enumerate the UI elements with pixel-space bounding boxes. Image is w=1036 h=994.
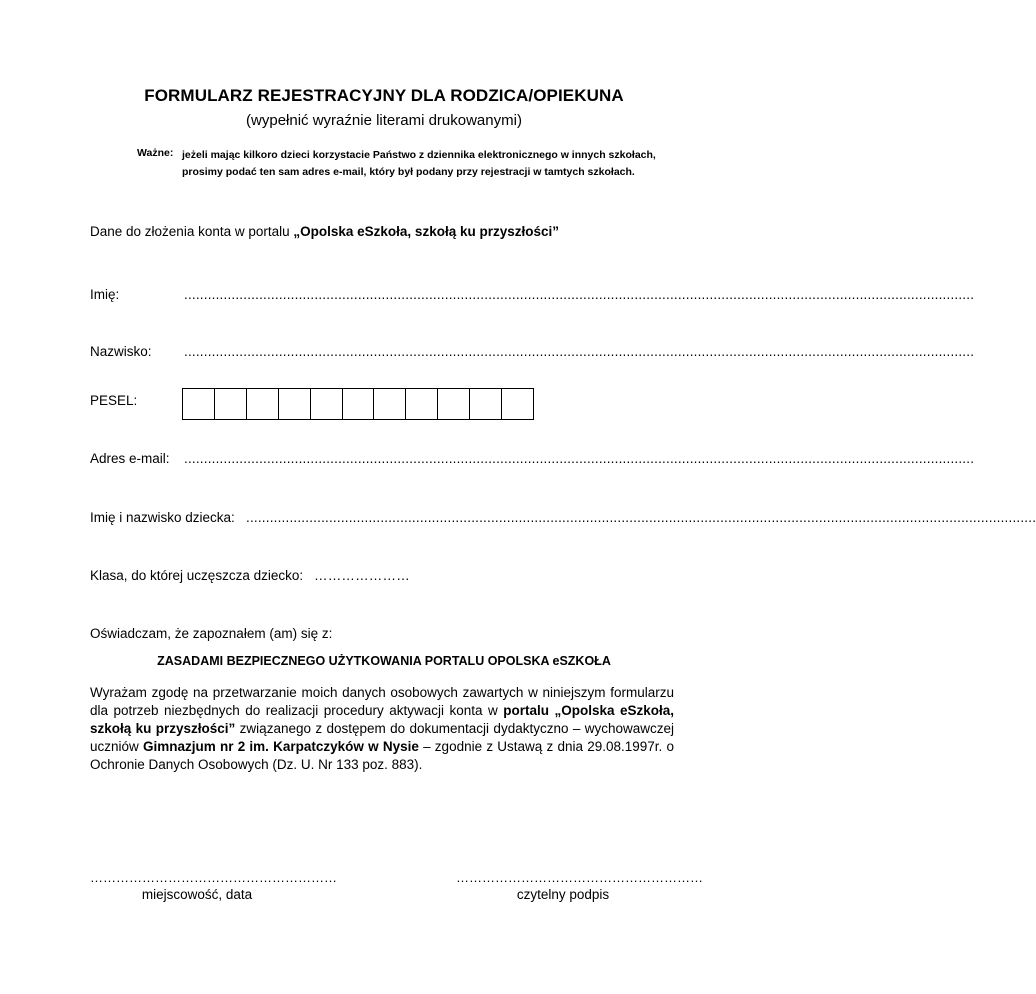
email-field[interactable]: ........................................................................................................................................................................................................: [184, 451, 975, 466]
intro-text: [90, 224, 559, 239]
pesel-digit-box[interactable]: [183, 389, 215, 419]
consent-portal-name: portalu „Opolska eSzkoła, szkołą ku przyszłości”: [90, 703, 674, 736]
class-field[interactable]: …………………: [314, 568, 410, 583]
pesel-label: PESEL:: [90, 393, 138, 408]
first-name-field[interactable]: ........................................................................................................................................................................................................: [184, 287, 975, 302]
child-name-field[interactable]: ........................................................................................................................................................................................................: [246, 510, 1036, 525]
pesel-digit-box[interactable]: [247, 389, 279, 419]
pesel-digit-box[interactable]: [470, 389, 502, 419]
pesel-digit-box[interactable]: [215, 389, 247, 419]
rules-heading: ZASADAMI BEZPIECZNEGO UŻYTKOWANIA PORTALU OPOLSKA eSZKOŁA: [157, 654, 611, 668]
class-label: Klasa, do której uczęszcza dziecko:: [90, 568, 304, 583]
note-label: Ważne:: [137, 147, 174, 159]
pesel-digit-box[interactable]: [374, 389, 406, 419]
child-name-label: Imię i nazwisko dziecka:: [90, 510, 235, 525]
consent-paragraph: [90, 684, 674, 774]
last-name-label: Nazwisko:: [90, 344, 152, 359]
form-title: FORMULARZ REJESTRACYJNY DLA RODZICA/OPIEKUNA: [144, 86, 624, 105]
signature-label: czytelny podpis: [516, 887, 610, 902]
pesel-boxes[interactable]: [182, 388, 534, 420]
pesel-digit-box[interactable]: [438, 389, 470, 419]
note-text: [182, 147, 656, 181]
first-name-label: Imię:: [90, 287, 120, 302]
note-line-1: jeżeli mając kilkoro dzieci korzystacie Państwo z dziennika elektronicznego w innych szkołach,: [182, 149, 656, 161]
email-label: Adres e-mail:: [90, 451, 170, 466]
pesel-digit-box[interactable]: [311, 389, 343, 419]
consent-text-1: Wyrażam zgodę na przetwarzanie moich danych osobowych zawartych w niniejszym formularzu dla potrzeb niezbędnych do realizacji procedury aktywacji konta w: [90, 685, 674, 718]
consent-school-name: Gimnazjum nr 2 im. Karpatczyków w Nysie: [143, 739, 419, 754]
portal-name: „Opolska eSzkoła, szkołą ku przyszłości”: [293, 224, 559, 239]
consent-text-2: związanego z dostępem do dokumentacji dydaktyczno – wychowawczej uczniów: [90, 721, 675, 754]
consent-text-3: – zgodnie z Ustawą z dnia 29.08.1997r. o Ochronie Danych Osobowych (Dz. U. Nr 133 poz. 883).: [90, 739, 675, 772]
signature-field[interactable]: …………………………………………………: [456, 870, 703, 885]
last-name-field[interactable]: ........................................................................................................................................................................................................: [184, 344, 975, 359]
pesel-digit-box[interactable]: [279, 389, 311, 419]
intro-plain: Dane do złożenia konta w portalu: [90, 224, 294, 239]
note-line-2: prosimy podać ten sam adres e-mail, który był podany przy rejestracji w tamtych szkołach.: [182, 166, 635, 178]
pesel-digit-box[interactable]: [502, 389, 533, 419]
pesel-digit-box[interactable]: [343, 389, 375, 419]
place-date-field[interactable]: …………………………………………………: [90, 870, 337, 885]
place-date-label: miejscowość, data: [141, 887, 253, 902]
declaration-intro: Oświadczam, że zapoznałem (am) się z:: [90, 626, 333, 641]
form-subtitle: (wypełnić wyraźnie literami drukowanymi): [246, 112, 522, 129]
pesel-digit-box[interactable]: [406, 389, 438, 419]
